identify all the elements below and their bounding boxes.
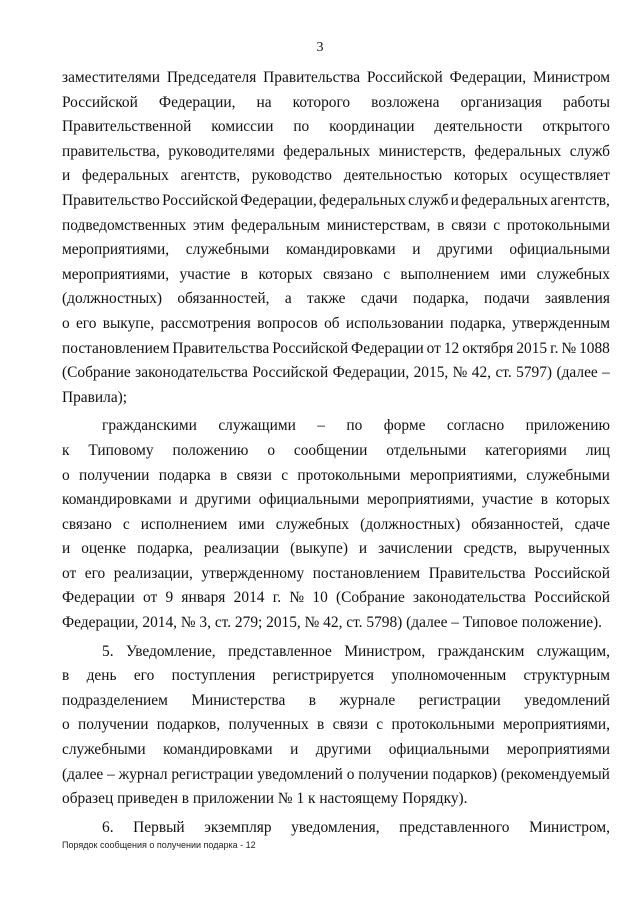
- word: обязанностей,: [177, 290, 270, 308]
- word: законодательства: [135, 364, 248, 382]
- word: выкупе,: [102, 314, 155, 332]
- word: Российской: [162, 191, 238, 209]
- word: получении: [358, 765, 429, 783]
- word: №: [277, 790, 297, 808]
- footer-note: Порядок сообщения о получении подарка - 12: [62, 840, 256, 850]
- word: Правила);: [62, 388, 128, 406]
- word: экземпляр: [204, 818, 272, 836]
- text-line: [62, 214, 610, 239]
- word: с: [281, 466, 289, 484]
- word: Уведомление,: [126, 642, 216, 660]
- word: постановлением: [62, 339, 170, 357]
- word: по: [346, 417, 363, 435]
- word: другими: [315, 741, 372, 759]
- word: Министром: [533, 69, 610, 86]
- word: уведомления,: [291, 818, 380, 836]
- word: министерств,: [378, 142, 466, 160]
- text-line: [62, 238, 610, 263]
- word: (должностных): [360, 515, 461, 533]
- word: служащим,: [536, 642, 610, 660]
- word: с: [493, 216, 501, 234]
- page-number: 3: [316, 40, 324, 55]
- word: структурным: [523, 667, 610, 685]
- text-line: [62, 738, 610, 763]
- word: 1088: [579, 339, 610, 357]
- word: оценке: [81, 540, 127, 558]
- word: 12: [443, 339, 460, 357]
- word: о: [346, 765, 355, 783]
- word: мероприятиями: [506, 741, 610, 759]
- word: подарка,: [137, 540, 193, 558]
- word: возложена: [371, 93, 440, 111]
- word: с: [383, 265, 391, 283]
- word: (выкупе): [290, 540, 348, 558]
- word: в: [220, 466, 228, 484]
- word: служебными: [62, 741, 146, 759]
- word: Порядку).: [402, 790, 468, 808]
- word: категориями: [485, 441, 567, 459]
- word: работы: [563, 93, 610, 111]
- word: другими: [195, 491, 251, 509]
- word: Правительства: [172, 339, 270, 357]
- text-line: [62, 361, 610, 386]
- word: с: [376, 716, 384, 734]
- word: Российской: [62, 93, 138, 111]
- word: №: [304, 614, 324, 632]
- document-body: [62, 66, 610, 840]
- word: связи: [451, 216, 487, 234]
- word: гражданским: [437, 642, 525, 660]
- word: заместителями: [62, 69, 160, 86]
- word: участие: [179, 265, 231, 283]
- word: законодательства: [413, 589, 526, 607]
- word: Правительство: [62, 191, 160, 209]
- word: гражданскими: [102, 417, 197, 435]
- word: положение).: [521, 614, 602, 632]
- word: подарка: [158, 466, 211, 484]
- word: мероприятиями,: [367, 491, 475, 509]
- word: ими: [499, 265, 527, 283]
- word: журнале: [339, 691, 396, 709]
- word: представленного: [399, 818, 510, 836]
- word: этим: [192, 216, 225, 234]
- word: мероприятиями,: [502, 716, 610, 734]
- word: 42,: [471, 364, 492, 382]
- word: агентств,: [550, 191, 610, 209]
- word: о: [267, 441, 276, 459]
- word: подарков): [432, 765, 498, 783]
- text-line: [62, 513, 610, 538]
- text-line: [62, 115, 610, 140]
- word: командировками: [163, 741, 273, 759]
- word: подведомственных: [62, 216, 187, 234]
- word: федеральных: [474, 142, 562, 160]
- word: №: [289, 589, 305, 607]
- word: Первый: [133, 818, 185, 836]
- word: от: [62, 564, 77, 582]
- word: о: [62, 466, 70, 484]
- word: федеральных: [318, 191, 406, 209]
- word: (далее: [62, 765, 104, 783]
- text-line: [62, 263, 610, 288]
- text-line: [62, 689, 610, 714]
- word: также: [306, 290, 346, 308]
- word: 2014,: [142, 614, 181, 632]
- word: 1: [296, 790, 308, 808]
- word: открытого: [542, 118, 610, 136]
- word: 2015: [516, 339, 548, 357]
- word: Российской: [534, 589, 610, 607]
- word: получении: [78, 716, 149, 734]
- word: уведомлений: [257, 765, 343, 783]
- word: комиссии: [211, 118, 274, 136]
- word: протокольными: [391, 716, 495, 734]
- text-line: [62, 537, 610, 562]
- word: Министерства: [191, 691, 286, 709]
- text-line: [62, 164, 610, 189]
- word: отдельными: [386, 441, 467, 459]
- text-line: [62, 586, 610, 611]
- word: получении: [79, 466, 150, 484]
- word: (Собрание: [336, 589, 405, 607]
- word: Федерации: [351, 339, 424, 357]
- word: служебными: [526, 466, 610, 484]
- word: Федерации,: [449, 69, 527, 86]
- word: приложении: [192, 790, 278, 808]
- word: федеральных: [81, 167, 169, 185]
- word: правительства,: [62, 142, 160, 160]
- word: Правительственной: [62, 118, 192, 136]
- word: и: [358, 540, 368, 558]
- word: служащими: [218, 417, 296, 435]
- word: служебных: [275, 515, 350, 533]
- word: приведен: [117, 790, 182, 808]
- word: журнал: [118, 765, 168, 783]
- word: (далее: [556, 364, 598, 382]
- word: протокольными: [297, 466, 401, 484]
- word: о: [62, 716, 70, 734]
- word: ст.: [495, 364, 512, 382]
- word: –: [317, 417, 325, 435]
- word: №: [452, 364, 468, 382]
- word: реализации: [203, 540, 280, 558]
- word: официальными: [509, 241, 610, 259]
- word: регистрируется: [272, 667, 374, 685]
- word: использовании: [345, 314, 444, 332]
- text-line: [62, 140, 610, 165]
- word: служб: [569, 142, 610, 160]
- word: утвержденному: [201, 564, 305, 582]
- word: в: [317, 716, 325, 734]
- word: 10: [312, 589, 328, 607]
- word: №: [561, 339, 577, 357]
- word: официальными: [388, 741, 490, 759]
- word: другими: [437, 241, 493, 259]
- word: его: [133, 667, 155, 685]
- word: (рекомендуемый: [500, 765, 610, 783]
- word: и: [412, 241, 421, 259]
- word: 6.: [102, 818, 114, 836]
- word: форме: [383, 417, 426, 435]
- word: рассмотрения: [160, 314, 251, 332]
- word: 5.: [102, 642, 114, 660]
- word: –: [602, 364, 610, 382]
- word: мероприятиями,: [62, 241, 170, 259]
- word: –: [451, 614, 463, 632]
- word: средств,: [463, 540, 518, 558]
- text-line: [62, 664, 610, 689]
- word: к: [307, 790, 320, 808]
- word: его: [75, 314, 97, 332]
- word: в: [240, 265, 249, 283]
- word: постановлением: [312, 564, 421, 582]
- word: мероприятиями,: [62, 265, 170, 283]
- word: 2015,: [413, 364, 449, 382]
- word: и: [62, 540, 71, 558]
- word: сдачи: [360, 290, 398, 308]
- text-line: [62, 488, 610, 513]
- word: которого: [292, 93, 351, 111]
- word: участие: [482, 491, 533, 509]
- word: и: [450, 191, 459, 209]
- word: в: [437, 216, 445, 234]
- word: федеральным: [231, 216, 320, 234]
- word: 5798): [366, 614, 407, 632]
- word: января: [181, 589, 226, 607]
- word: подарка,: [412, 290, 469, 308]
- word: к: [62, 441, 70, 459]
- word: 2014: [233, 589, 265, 607]
- word: деятельностью: [343, 167, 443, 185]
- word: которых: [453, 167, 508, 185]
- word: на: [256, 93, 272, 111]
- text-line: [62, 640, 610, 665]
- word: ст.: [214, 614, 235, 632]
- word: 2015,: [266, 614, 305, 632]
- text-line: [62, 763, 610, 788]
- word: Федерации,: [158, 93, 236, 111]
- text-line: [62, 464, 610, 489]
- word: о: [62, 314, 70, 332]
- word: уполномоченным: [391, 667, 507, 685]
- word: (далее: [406, 614, 452, 632]
- word: вырученных: [528, 540, 610, 558]
- word: Правительства: [428, 564, 526, 582]
- word: ими: [238, 515, 265, 533]
- word: деятельности: [434, 118, 523, 136]
- word: в: [62, 667, 70, 685]
- word: руководство: [251, 167, 333, 185]
- word: г.: [550, 339, 559, 357]
- word: уведомлений: [524, 691, 610, 709]
- word: в: [181, 790, 193, 808]
- word: настоящему: [319, 790, 403, 808]
- text-line: [62, 816, 610, 841]
- word: 9: [165, 589, 174, 607]
- word: г.: [272, 589, 282, 607]
- word: вопросов: [257, 314, 318, 332]
- word: федеральных: [283, 142, 371, 160]
- word: руководителями: [168, 142, 275, 160]
- word: 279;: [234, 614, 267, 632]
- text-line: [62, 189, 610, 214]
- word: Типовое: [462, 614, 522, 632]
- word: выполнением: [400, 265, 490, 283]
- word: и: [179, 491, 188, 509]
- text-line: [62, 337, 610, 362]
- word: Российской: [272, 339, 349, 357]
- word: Председателя: [166, 69, 257, 86]
- text-line: [62, 562, 610, 587]
- word: координации: [329, 118, 415, 136]
- word: подразделением: [62, 691, 168, 709]
- word: служб: [408, 191, 449, 209]
- word: образец: [62, 790, 118, 808]
- word: сдаче: [574, 515, 610, 533]
- word: подарков,: [156, 716, 221, 734]
- word: исполнением: [140, 515, 228, 533]
- word: связи: [332, 716, 368, 734]
- word: связано: [62, 515, 112, 533]
- word: реализации,: [113, 564, 193, 582]
- text-line: [62, 312, 610, 337]
- word: Федерации,: [240, 191, 317, 209]
- word: ст.: [346, 614, 367, 632]
- text-line: [62, 386, 610, 411]
- word: министерствам,: [326, 216, 431, 234]
- word: его: [84, 564, 106, 582]
- word: с: [122, 515, 130, 533]
- word: и: [290, 741, 299, 759]
- word: Федерации: [62, 589, 135, 607]
- word: регистрации: [171, 765, 254, 783]
- word: Российской: [252, 364, 329, 382]
- word: сообщении: [293, 441, 368, 459]
- word: регистрации: [418, 691, 501, 709]
- word: обязанностей,: [471, 515, 564, 533]
- word: по: [293, 118, 310, 136]
- word: в: [308, 691, 317, 709]
- word: Министром,: [529, 818, 610, 836]
- word: служебными: [185, 241, 270, 259]
- word: 42,: [323, 614, 347, 632]
- word: которых: [555, 491, 610, 509]
- word: согласно: [446, 417, 505, 435]
- word: положению: [172, 441, 249, 459]
- word: утвержденным: [511, 314, 610, 332]
- word: мероприятиями,: [409, 466, 517, 484]
- word: лиц: [585, 441, 610, 459]
- word: заявления: [544, 290, 610, 308]
- word: Типовому: [88, 441, 154, 459]
- word: подарка,: [449, 314, 506, 332]
- word: а: [284, 290, 292, 308]
- word: и: [62, 167, 71, 185]
- word: день: [86, 667, 117, 685]
- text-line: [62, 611, 610, 636]
- word: (Собрание: [62, 364, 131, 382]
- word: в: [540, 491, 549, 509]
- word: полученных: [228, 716, 309, 734]
- word: связано: [322, 265, 373, 283]
- word: –: [107, 765, 115, 783]
- word: от: [142, 589, 158, 607]
- word: №: [180, 614, 200, 632]
- word: 5797): [516, 364, 553, 382]
- word: Министром,: [344, 642, 426, 660]
- word: агентств,: [180, 167, 241, 185]
- word: (должностных): [62, 290, 163, 308]
- word: Федерации,: [62, 614, 143, 632]
- word: организация: [460, 93, 542, 111]
- word: Правительства: [263, 69, 361, 86]
- word: федеральных: [461, 191, 549, 209]
- word: командировками: [62, 491, 172, 509]
- word: осуществляет: [519, 167, 610, 185]
- word: 3,: [199, 614, 215, 632]
- text-line: [62, 414, 610, 439]
- word: поступления: [171, 667, 256, 685]
- word: которых: [258, 265, 313, 283]
- word: Российской: [534, 564, 610, 582]
- word: подачи: [484, 290, 530, 308]
- word: Федерации,: [332, 364, 410, 382]
- word: протокольными: [506, 216, 610, 234]
- word: приложению: [525, 417, 610, 435]
- word: представленное: [228, 642, 332, 660]
- text-line: [62, 787, 610, 812]
- word: служебных: [536, 265, 610, 283]
- word: связи: [236, 466, 272, 484]
- text-line: [62, 66, 610, 91]
- word: зачислении: [378, 540, 453, 558]
- word: об: [324, 314, 340, 332]
- text-line: [62, 287, 610, 312]
- word: командировками: [286, 241, 396, 259]
- text-line: [62, 713, 610, 738]
- text-line: [62, 91, 610, 116]
- word: Российской: [366, 69, 443, 86]
- word: официальными: [258, 491, 360, 509]
- word: октября: [462, 339, 514, 357]
- word: от: [426, 339, 441, 357]
- text-line: [62, 439, 610, 464]
